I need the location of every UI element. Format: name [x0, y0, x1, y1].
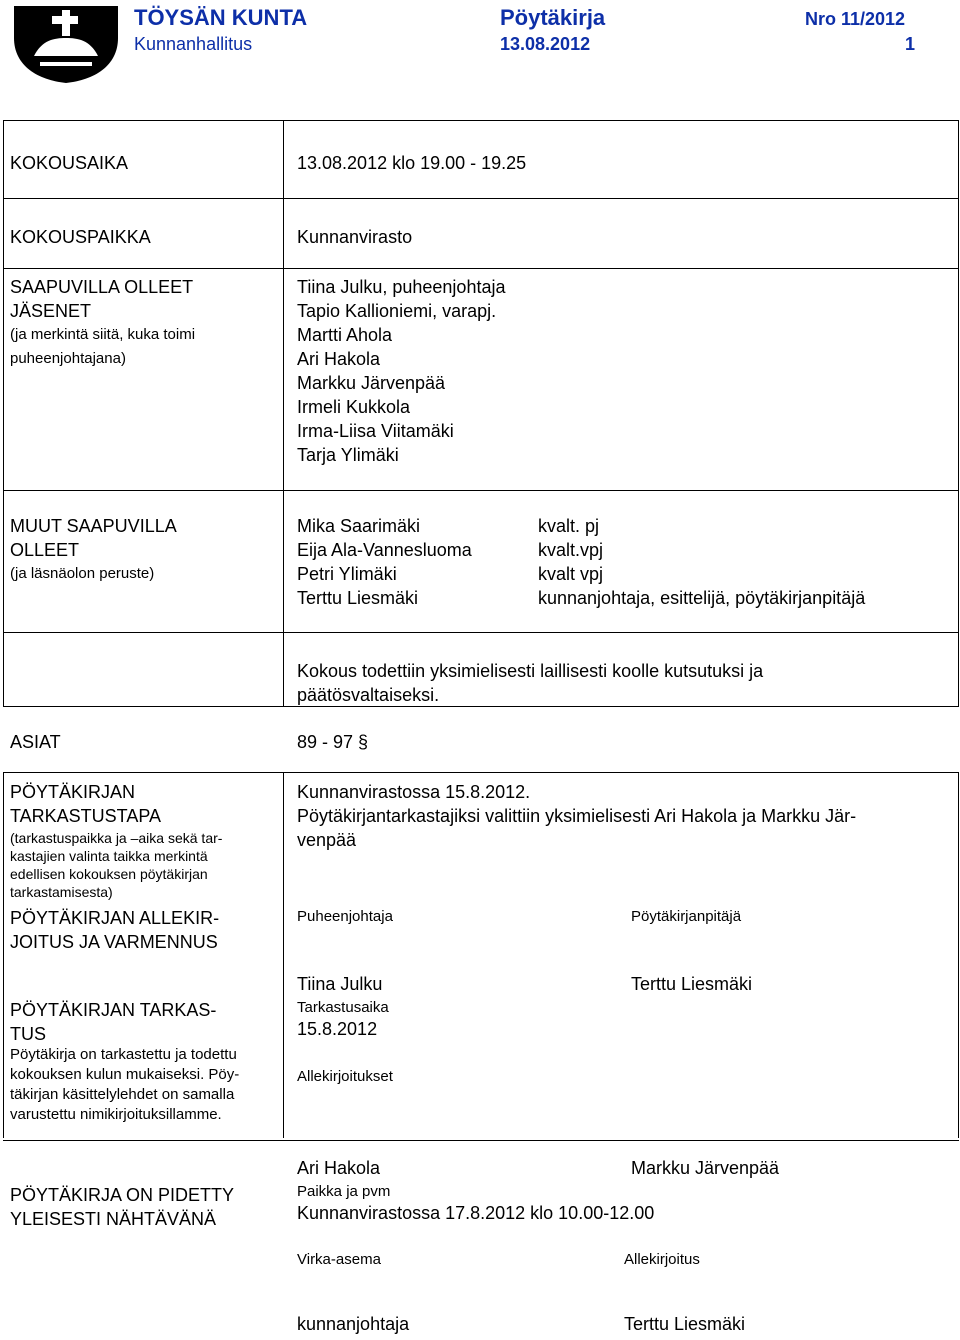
member-name: Markku Järvenpää: [297, 373, 446, 393]
meeting-time-label: KOKOUSAIKA: [10, 153, 129, 173]
member-name: Tapio Kallioniemi, varapj.: [297, 301, 497, 321]
inspector1-name: Ari Hakola: [297, 1158, 381, 1178]
others-roles: [538, 514, 865, 610]
others-names: [297, 514, 472, 610]
quorum-statement: [297, 659, 763, 707]
note-line: Pöytäkirja on tarkastettu ja todettu: [10, 1046, 237, 1063]
members-label: [10, 275, 195, 371]
quorum-line1: Kokous todettiin yksimielisesti laillisesti koolle kutsutuksi ja: [297, 661, 764, 681]
governing-body: Kunnanhallitus: [134, 34, 253, 54]
note-line: (tarkastuspaikka ja –aika sekä tar-: [10, 830, 223, 846]
member-name: Irmeli Kukkola: [297, 397, 411, 417]
inspection-note: [10, 1045, 239, 1125]
position-label: Virka-asema: [297, 1251, 381, 1268]
inspection-label: [10, 998, 216, 1046]
others-label: [10, 514, 177, 586]
note-line: kokouksen kulun mukaiseksi. Pöy-: [10, 1066, 240, 1083]
secretary-label: Pöytäkirjanpitäjä: [631, 908, 742, 925]
other-name: Terttu Liesmäki: [297, 588, 419, 608]
meeting-place-value: Kunnanvirasto: [297, 227, 413, 247]
signature-label: Allekirjoitus: [624, 1251, 700, 1268]
rule-after-matters: [3, 772, 959, 773]
signing-label-line2: JOITUS JA VARMENNUS: [10, 932, 218, 952]
public-signer-name: Terttu Liesmäki: [624, 1314, 746, 1334]
rule-middle-lower: [283, 772, 284, 1138]
rule-left: [3, 120, 4, 706]
rule-top: [3, 120, 959, 121]
other-role: kvalt.vpj: [538, 540, 604, 560]
member-name: Tarja Ylimäki: [297, 445, 399, 465]
inspection-method-line1: PÖYTÄKIRJAN: [10, 782, 136, 802]
members-label-line2: JÄSENET: [10, 301, 92, 321]
note-line: kastajien valinta taikka merkintä: [10, 848, 208, 864]
signatures-label: Allekirjoitukset: [297, 1068, 393, 1085]
municipality-name: TÖYSÄN KUNTA: [134, 5, 308, 30]
members-note-line2: puheenjohtajana): [10, 350, 126, 367]
rule-left-lower: [3, 772, 4, 1138]
municipality-crest: [12, 4, 120, 84]
inspection-label-line1: PÖYTÄKIRJAN TARKAS-: [10, 1000, 217, 1020]
other-name: Mika Saarimäki: [297, 516, 421, 536]
inspection-method-text: [297, 780, 856, 852]
rule-after-members: [3, 490, 959, 491]
members-note-line1: (ja merkintä siitä, kuka toimi: [10, 326, 196, 343]
rule-after-place: [3, 268, 959, 269]
chair-name: Tiina Julku: [297, 974, 383, 994]
quorum-line2: päätösvaltaiseksi.: [297, 685, 440, 705]
rule-after-time: [3, 198, 959, 199]
member-name: Tiina Julku, puheenjohtaja: [297, 277, 506, 297]
other-name: Eija Ala-Vannesluoma: [297, 540, 472, 560]
members-list: [297, 275, 505, 467]
inspection-time-label: Tarkastusaika: [297, 999, 389, 1016]
others-label-line1: MUUT SAAPUVILLA: [10, 516, 177, 536]
rule-right: [958, 120, 959, 706]
inspector2-name: Markku Järvenpää: [631, 1158, 780, 1178]
other-role: kunnanjohtaja, esittelijä, pöytäkirjanpitäjä: [538, 588, 866, 608]
position-value: kunnanjohtaja: [297, 1314, 410, 1334]
inspection-label-line2: TUS: [10, 1024, 46, 1044]
rule-after-others: [3, 632, 959, 633]
member-name: Irma-Liisa Viitamäki: [297, 421, 454, 441]
matters-value: 89 - 97 §: [297, 732, 369, 752]
note-line: edellisen kokouksen pöytäkirjan: [10, 866, 208, 882]
other-name: Petri Ylimäki: [297, 564, 397, 584]
meeting-date: 13.08.2012: [500, 34, 591, 54]
rule-middle: [283, 120, 284, 706]
inspectors-line1: Pöytäkirjantarkastajiksi valittiin yksimielisesti Ari Hakola ja Markku Jär-: [297, 806, 857, 826]
matters-label: ASIAT: [10, 732, 61, 752]
member-name: Martti Ahola: [297, 325, 393, 345]
chair-label: Puheenjohtaja: [297, 908, 393, 925]
public-label-line1: PÖYTÄKIRJA ON PIDETTY: [10, 1185, 235, 1205]
crest-icon: [12, 4, 120, 84]
note-line: tarkastamisesta): [10, 884, 113, 900]
inspection-method-note: [10, 829, 222, 901]
signing-label-line1: PÖYTÄKIRJAN ALLEKIR-: [10, 908, 220, 928]
members-label-line1: SAAPUVILLA OLLEET: [10, 277, 194, 297]
inspection-method-label: [10, 780, 161, 828]
document-number: Nro 11/2012: [805, 9, 906, 29]
other-role: kvalt vpj: [538, 564, 604, 584]
note-line: täkirjan käsittelylehdet on samalla: [10, 1086, 235, 1103]
rule-right-lower: [958, 772, 959, 1138]
public-place-value: Kunnanvirastossa 17.8.2012 klo 10.00-12.00: [297, 1203, 655, 1223]
document-type: Pöytäkirja: [500, 5, 606, 30]
note-line: varustettu nimikirjoituksillamme.: [10, 1106, 222, 1123]
signing-label: [10, 906, 219, 954]
member-name: Ari Hakola: [297, 349, 381, 369]
secretary-name: Terttu Liesmäki: [631, 974, 753, 994]
other-role: kvalt. pj: [538, 516, 600, 536]
public-label: [10, 1183, 234, 1231]
inspectors-line2: venpää: [297, 830, 357, 850]
public-place-label: Paikka ja pvm: [297, 1183, 391, 1200]
meeting-place-label: KOKOUSPAIKKA: [10, 227, 151, 247]
inspection-method-line2: TARKASTUSTAPA: [10, 806, 162, 826]
meeting-time-value: 13.08.2012 klo 19.00 - 19.25: [297, 153, 527, 173]
rule-before-public: [3, 1140, 959, 1141]
page-number: 1: [905, 34, 916, 54]
others-label-line2: OLLEET: [10, 540, 80, 560]
public-label-line2: YLEISESTI NÄHTÄVÄNÄ: [10, 1209, 217, 1229]
inspection-place: Kunnanvirastossa 15.8.2012.: [297, 782, 531, 802]
inspection-time-value: 15.8.2012: [297, 1019, 378, 1039]
others-note: (ja läsnäolon peruste): [10, 565, 155, 582]
